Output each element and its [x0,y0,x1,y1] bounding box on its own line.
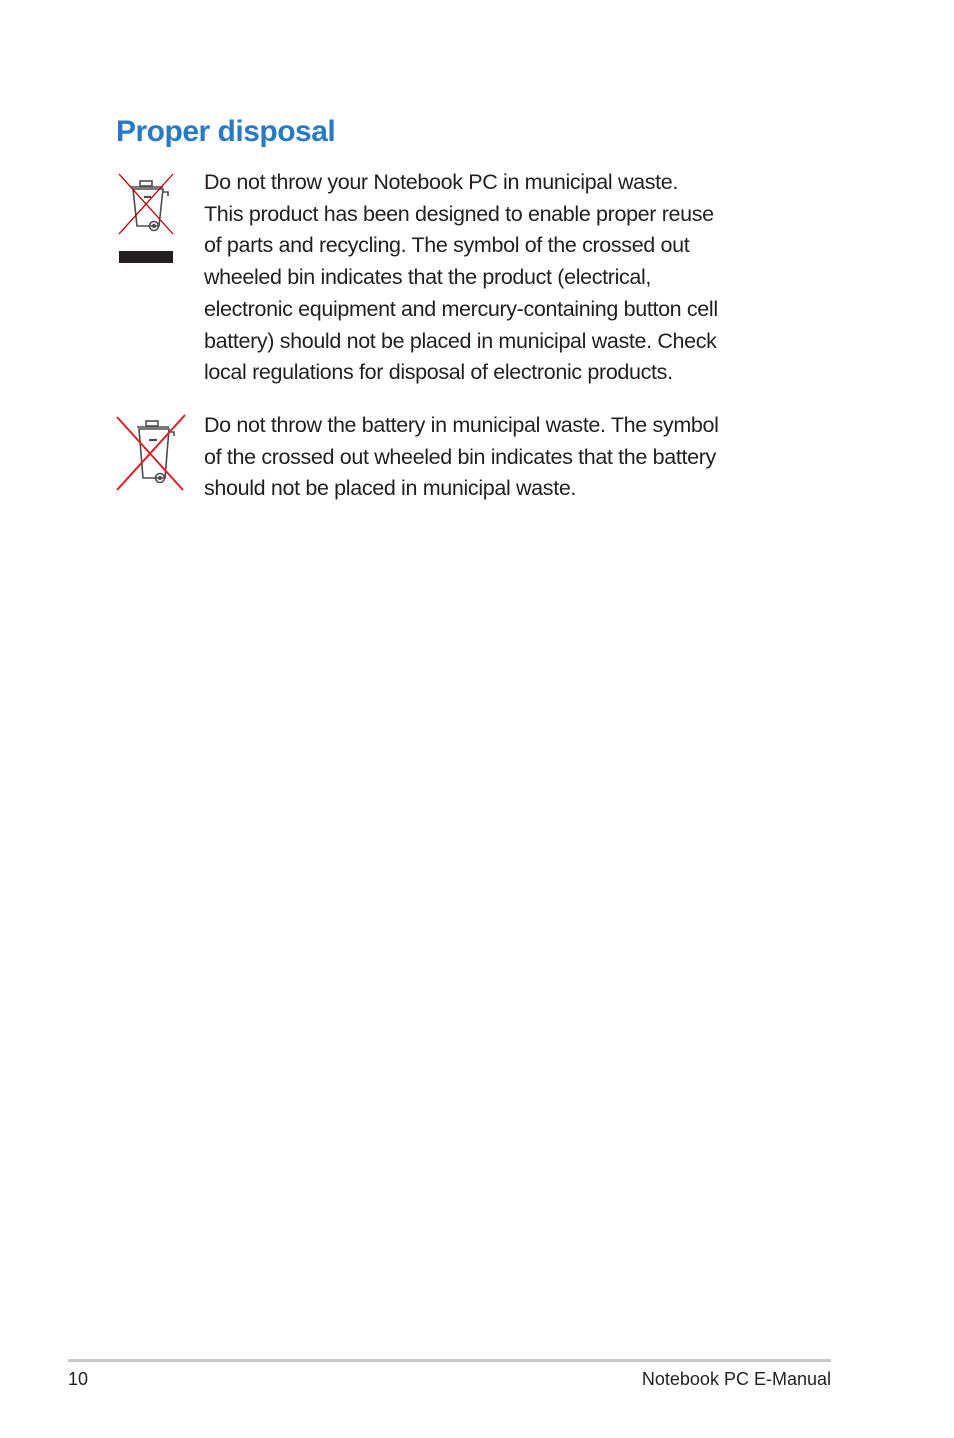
page-number: 10 [68,1369,89,1389]
footer-divider [68,1359,831,1362]
disposal-text-battery: Do not throw the battery in municipal waste. The symbol of the crossed out wheeled bin indicates that the battery should not be placed in municipal waste. [204,413,719,501]
page-title: Proper disposal [116,115,336,148]
manual-name: Notebook PC E-Manual [641,1369,831,1389]
crossed-out-wheeled-bin-with-bar-icon [113,170,177,266]
disposal-text-product: Do not throw your Notebook PC in municipal waste. This product has been designed to enable proper reuse of parts and recycling. The symbol of the crossed out wheeled bin indicates that the product (electrical, electronic equipment and mercury-containing button cell battery) should not be placed in municipal waste. Check local regulations for disposal of electronic products. [204,170,718,385]
crossed-out-wheeled-bin-red-icon [113,413,189,493]
